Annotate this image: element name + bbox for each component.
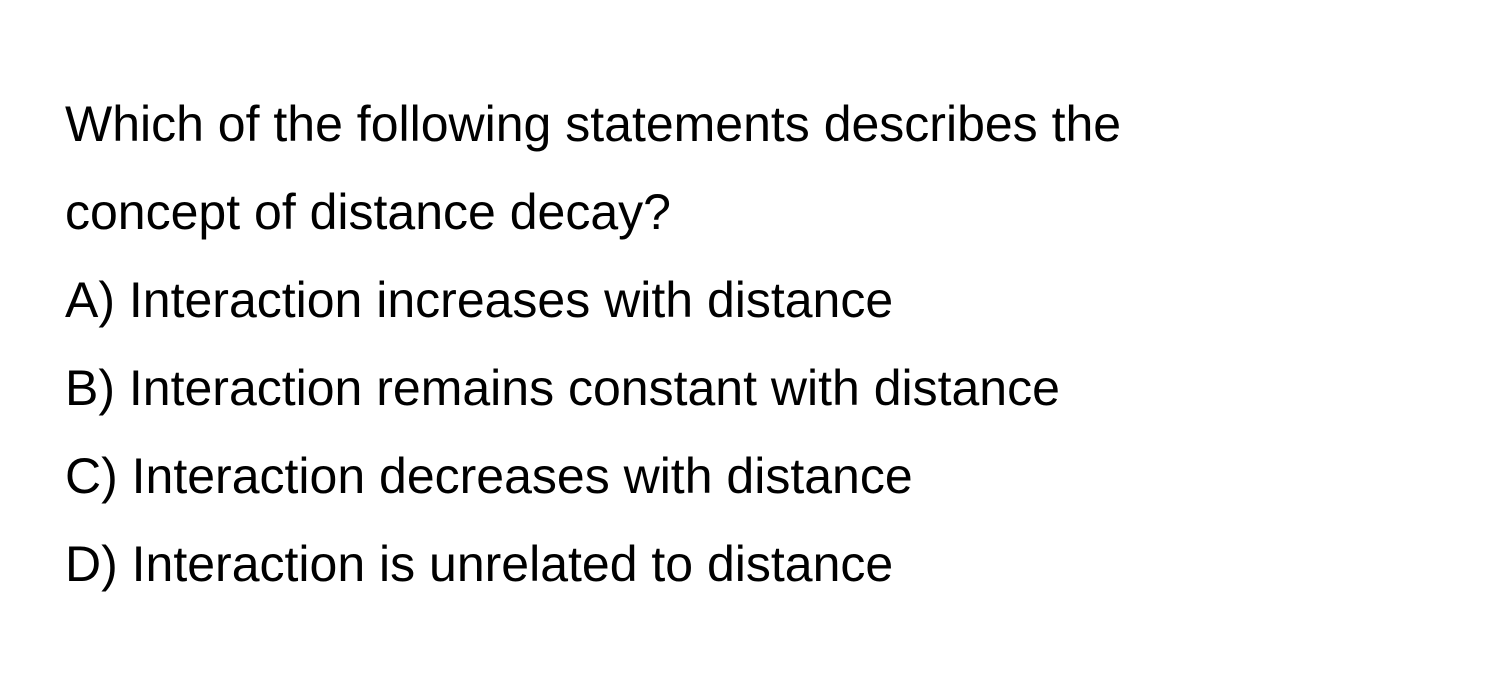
option-a: A) Interaction increases with distance bbox=[65, 272, 894, 328]
question-block bbox=[65, 80, 1465, 608]
question-text-line-2: concept of distance decay? bbox=[65, 184, 671, 240]
option-b: B) Interaction remains constant with distance bbox=[65, 360, 1060, 416]
option-d: D) Interaction is unrelated to distance bbox=[65, 536, 894, 592]
option-c: C) Interaction decreases with distance bbox=[65, 448, 913, 504]
question-text-line-1: Which of the following statements describes the bbox=[65, 96, 1122, 152]
